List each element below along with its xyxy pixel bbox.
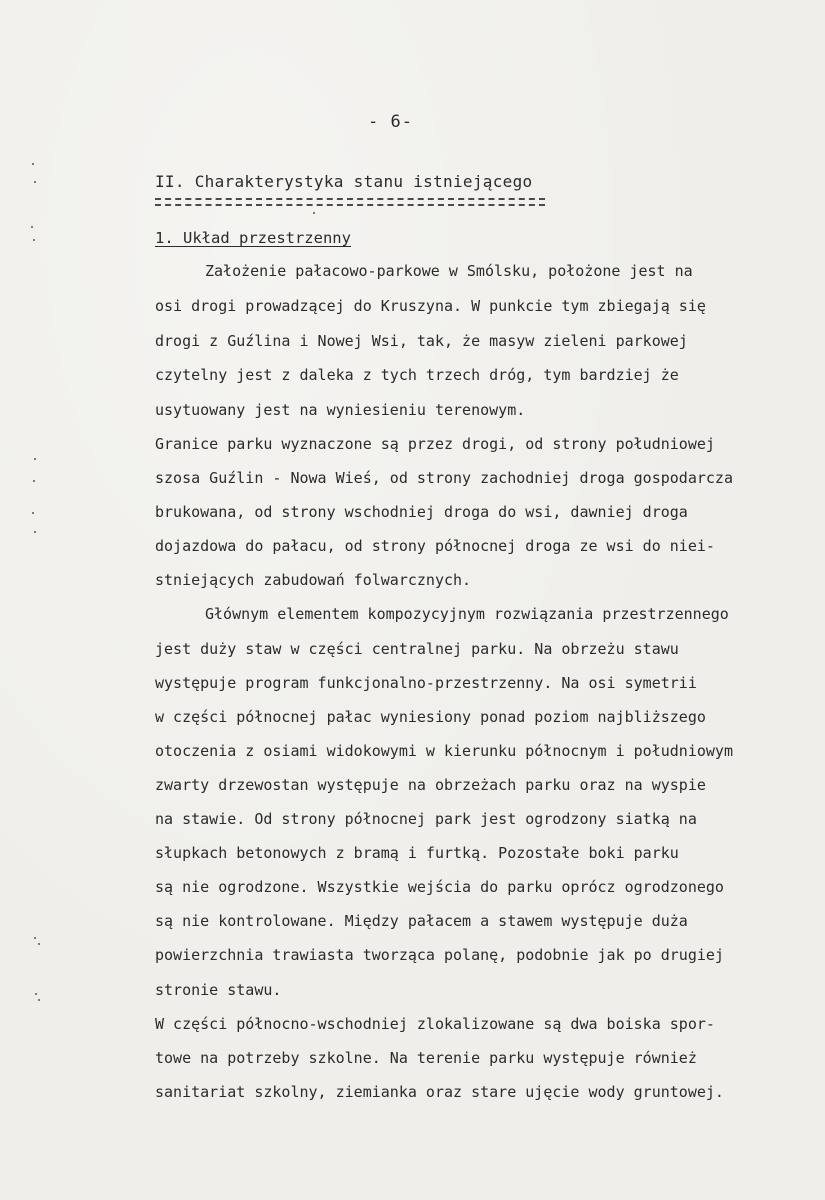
text-line: brukowana, od strony wschodniej droga do wsi, dawniej droga <box>155 503 688 521</box>
margin-speck <box>34 181 36 183</box>
text-line: dojazdowa do pałacu, od strony północnej droga ze wsi do niei- <box>155 537 715 555</box>
section-heading: II. Charakterystyka stanu istniejącego <box>155 172 533 191</box>
margin-speck <box>34 531 36 533</box>
text-line: drogi z Guźlina i Nowej Wsi, tak, że masyw zieleni parkowej <box>155 332 688 350</box>
margin-speck <box>38 943 40 945</box>
margin-speck <box>35 993 37 995</box>
text-line: osi drogi prowadzącej do Kruszyna. W punkcie tym zbiegają się <box>155 297 706 315</box>
text-line: są nie ogrodzone. Wszystkie wejścia do parku oprócz ogrodzonego <box>155 878 724 896</box>
margin-speck <box>33 480 35 482</box>
text-line: W części północno-wschodniej zlokalizowane są dwa boiska spor- <box>155 1015 715 1033</box>
text-line: na stawie. Od strony północnej park jest ogrodzony siatką na <box>155 810 697 828</box>
margin-speck <box>38 999 40 1001</box>
text-line: w części północnej pałac wyniesiony ponad poziom najbliższego <box>155 708 706 726</box>
subheading: 1. Układ przestrzenny <box>155 229 351 247</box>
text-line: powierzchnia trawiasta tworząca polanę, podobnie jak po drugiej <box>155 946 724 964</box>
text-line: usytuowany jest na wyniesieniu terenowym. <box>155 401 526 419</box>
text-line: zwarty drzewostan występuje na obrzeżach parku oraz na wyspie <box>155 776 706 794</box>
text-line: szosa Guźlin - Nowa Wieś, od strony zachodniej droga gospodarcza <box>155 469 733 487</box>
margin-speck <box>313 212 315 214</box>
margin-speck <box>34 458 36 460</box>
text-line: jest duży staw w części centralnej parku. Na obrzeżu stawu <box>155 640 679 658</box>
heading-double-underline <box>155 198 545 206</box>
text-line: otoczenia z osiami widokowymi w kierunku północnym i południowym <box>155 742 733 760</box>
margin-speck <box>34 937 36 939</box>
text-line: stniejących zabudowań folwarcznych. <box>155 571 472 589</box>
margin-speck <box>32 512 34 514</box>
margin-speck <box>31 226 33 228</box>
margin-speck <box>32 163 34 165</box>
margin-speck <box>33 239 35 241</box>
text-line: występuje program funkcjonalno-przestrzenny. Na osi symetrii <box>155 674 697 692</box>
text-line: czytelny jest z daleka z tych trzech dróg, tym bardziej że <box>155 366 679 384</box>
text-line: towe na potrzeby szkolne. Na terenie parku występuje również <box>155 1049 697 1067</box>
text-line: słupkach betonowych z bramą i furtką. Pozostałe boki parku <box>155 844 679 862</box>
text-line: są nie kontrolowane. Między pałacem a stawem występuje duża <box>155 912 688 930</box>
page-number: - 6- <box>368 112 413 132</box>
text-line: Głównym elementem kompozycyjnym rozwiązania przestrzennego <box>205 605 729 623</box>
text-line: sanitariat szkolny, ziemianka oraz stare ujęcie wody gruntowej. <box>155 1083 724 1101</box>
text-line: Założenie pałacowo-parkowe w Smólsku, położone jest na <box>205 262 693 280</box>
text-line: Granice parku wyznaczone są przez drogi, od strony południowej <box>155 435 715 453</box>
text-line: stronie stawu. <box>155 981 282 999</box>
